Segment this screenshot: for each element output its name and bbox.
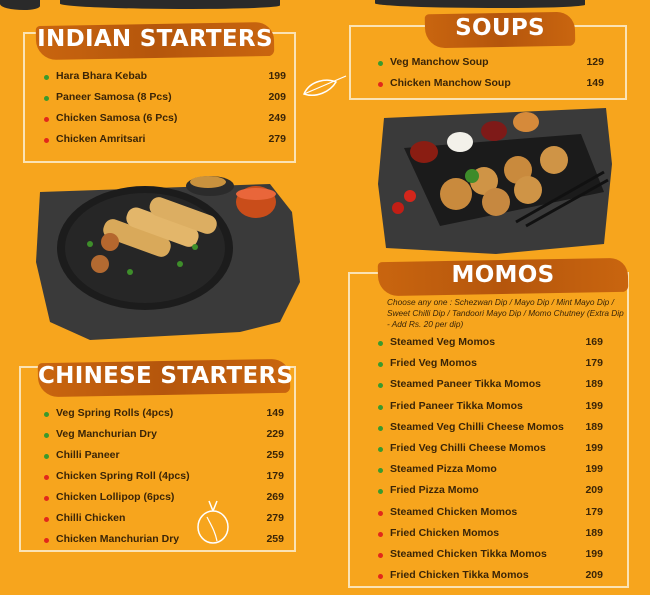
nonveg-indicator-icon (44, 117, 49, 122)
menu-item-name: Fried Paneer Tikka Momos (390, 399, 523, 412)
menu-item-name: Veg Manchurian Dry (56, 428, 157, 440)
veg-indicator-icon (378, 61, 383, 66)
menu-item (378, 336, 603, 357)
nonveg-indicator-icon (378, 511, 383, 516)
menu-item-price: 209 (585, 569, 603, 582)
menu-item-price: 189 (585, 420, 603, 433)
spring-roll-photo (30, 172, 302, 342)
veg-indicator-icon (378, 341, 383, 346)
menu-item-price: 199 (268, 70, 286, 82)
menu-item-price: 199 (585, 463, 603, 476)
menu-item-price: 249 (268, 112, 286, 124)
menu-item-name: Fried Pizza Momo (390, 484, 479, 497)
menu-item (378, 569, 603, 590)
menu-item-name: Hara Bhara Kebab (56, 70, 148, 82)
menu-item-price: 279 (268, 133, 286, 145)
menu-item-price: 259 (266, 533, 284, 545)
menu-item (378, 378, 603, 399)
veg-indicator-icon (378, 362, 383, 367)
menu-item-price: 179 (585, 505, 603, 518)
menu-item (378, 421, 603, 442)
menu-item (378, 77, 604, 98)
veg-indicator-icon (378, 489, 383, 494)
menu-item-name: Fried Veg Momos (390, 357, 477, 370)
menu-item-price: 129 (586, 56, 604, 68)
menu-item-price: 279 (266, 512, 284, 524)
top-brush-right (375, 0, 585, 8)
menu-item (44, 407, 284, 428)
nonveg-indicator-icon (44, 517, 49, 522)
menu-item-price: 259 (266, 449, 284, 461)
nonveg-indicator-icon (378, 532, 383, 537)
veg-indicator-icon (378, 468, 383, 473)
soups-title: SOUPS (455, 15, 545, 41)
top-brush-mid (60, 0, 280, 9)
menu-item-price: 199 (585, 399, 603, 412)
menu-item-price: 209 (268, 91, 286, 103)
menu-item-name: Steamed Chicken Momos (390, 505, 518, 518)
menu-item-name: Fried Veg Chilli Cheese Momos (390, 442, 546, 454)
menu-item-price: 189 (585, 526, 603, 539)
menu-item-name: Fried Chicken Tikka Momos (390, 569, 529, 582)
menu-item (44, 470, 284, 491)
menu-item-name: Chilli Paneer (56, 449, 120, 461)
veg-indicator-icon (378, 383, 383, 388)
veg-indicator-icon (378, 447, 383, 452)
veg-indicator-icon (378, 405, 383, 410)
menu-item-name: Chicken Spring Roll (4pcs) (56, 470, 190, 482)
menu-item-name: Veg Spring Rolls (4pcs) (56, 407, 174, 419)
momos-title: MOMOS (451, 262, 555, 288)
veg-indicator-icon (44, 454, 49, 459)
chinese-starters-title: CHINESE STARTERS (38, 363, 294, 389)
veg-indicator-icon (44, 433, 49, 438)
menu-item (44, 533, 284, 554)
menu-item (378, 484, 603, 505)
menu-item-name: Chicken Samosa (6 Pcs) (56, 112, 178, 124)
veg-indicator-icon (378, 426, 383, 431)
menu-item (44, 428, 284, 449)
menu-item (378, 527, 603, 548)
menu-item-price: 199 (585, 442, 603, 454)
menu-item-price: 229 (266, 428, 284, 440)
nonveg-indicator-icon (44, 496, 49, 501)
menu-item-price: 179 (585, 357, 603, 370)
menu-item-name: Steamed Veg Momos (390, 336, 496, 348)
menu-item-price: 149 (266, 407, 284, 419)
menu-item (44, 91, 286, 112)
menu-item-name: Steamed Paneer Tikka Momos (390, 378, 541, 391)
menu-item (44, 449, 284, 470)
menu-item (378, 56, 604, 77)
nonveg-indicator-icon (378, 553, 383, 558)
menu-item (44, 133, 286, 154)
menu-item-name: Steamed Veg Chilli Cheese Momos (390, 420, 564, 433)
nonveg-indicator-icon (44, 138, 49, 143)
menu-item (378, 548, 603, 569)
nonveg-indicator-icon (378, 82, 383, 87)
menu-item (378, 442, 603, 463)
nonveg-indicator-icon (378, 574, 383, 579)
menu-item (44, 491, 284, 512)
dip-choice-note: Choose any one : Schezwan Dip / Mayo Dip / Mint Mayo Dip / Sweet Chilli Dip / Tandoori Mayo Dip / Momo Chutney (Extra Dip - Add Rs. 20 per dip) (387, 297, 624, 329)
menu-item-price: 209 (585, 484, 603, 497)
menu-item-price: 199 (585, 548, 603, 560)
momos-photo (376, 104, 616, 256)
menu-item-name: Fried Chicken Momos (390, 526, 500, 539)
menu-item-name: Steamed Chicken Tikka Momos (390, 548, 547, 560)
menu-item-price: 269 (266, 491, 284, 503)
menu-item-name: Chicken Manchow Soup (390, 77, 511, 89)
menu-item-price: 169 (585, 336, 603, 348)
indian-starters-title: INDIAN STARTERS (37, 26, 273, 52)
menu-item (44, 512, 284, 533)
menu-item-name: Paneer Samosa (8 Pcs) (56, 91, 172, 103)
veg-indicator-icon (44, 412, 49, 417)
menu-item-name: Chilli Chicken (56, 512, 126, 524)
menu-item-price: 189 (585, 378, 603, 391)
menu-item (378, 506, 603, 527)
menu-item-name: Veg Manchow Soup (390, 56, 489, 68)
menu-item (378, 357, 603, 378)
veg-indicator-icon (44, 75, 49, 80)
nonveg-indicator-icon (44, 475, 49, 480)
veg-indicator-icon (44, 96, 49, 101)
menu-item-name: Chicken Lollipop (6pcs) (56, 491, 175, 503)
menu-item-name: Steamed Pizza Momo (390, 463, 497, 476)
menu-item-price: 179 (266, 470, 284, 482)
top-brush-left (0, 0, 40, 10)
menu-item (44, 70, 286, 91)
menu-item-price: 149 (586, 77, 604, 89)
menu-item (378, 400, 603, 421)
menu-item-name: Chicken Amritsari (56, 133, 146, 145)
onion-doodle-icon (193, 497, 233, 547)
menu-item (378, 463, 603, 484)
nonveg-indicator-icon (44, 538, 49, 543)
menu-item (44, 112, 286, 133)
menu-item-name: Chicken Manchurian Dry (56, 533, 180, 545)
leaf-doodle-icon (300, 72, 348, 102)
